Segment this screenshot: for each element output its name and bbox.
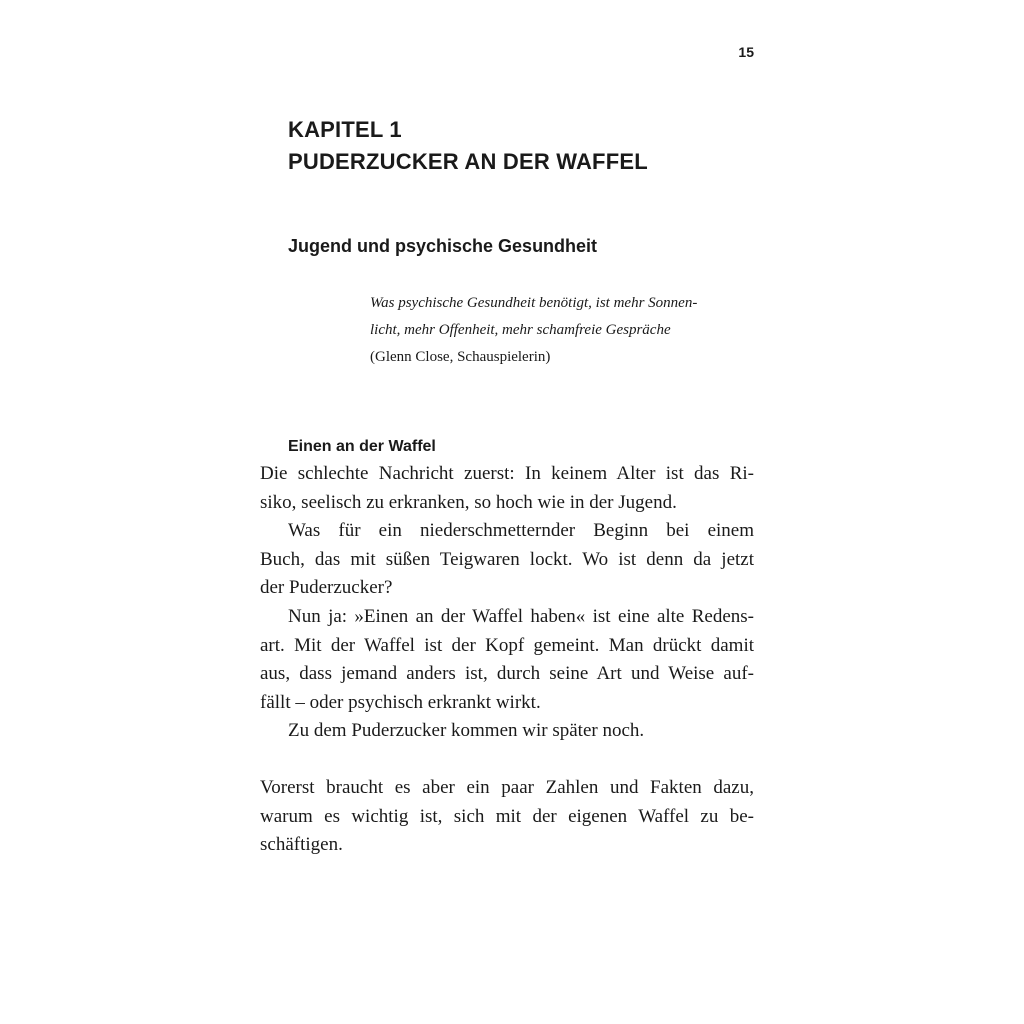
body-line: siko, seelisch zu erkranken, so hoch wie in der Jugend. <box>260 491 677 513</box>
body-line: fällt – oder psychisch erkrankt wirkt. <box>260 691 541 713</box>
body-line: aus, dass jemand anders ist, durch seine Art und Weise auf- <box>260 663 754 685</box>
body-line: Buch, das mit süßen Teigwaren lockt. Wo ist denn da jetzt <box>260 548 754 570</box>
body-paragraph <box>260 774 754 860</box>
section-title: Jugend und psychische Gesundheit <box>288 236 598 256</box>
epigraph <box>370 290 754 371</box>
body-line: warum es wichtig ist, sich mit der eigenen Waffel zu be- <box>260 805 754 827</box>
epigraph-quote-line: Was psychische Gesundheit benötigt, ist mehr Sonnen- <box>370 295 698 311</box>
body-paragraphs <box>260 460 754 746</box>
page-number: 15 <box>738 44 754 60</box>
body-line: art. Mit der Waffel ist der Kopf gemeint. Man drückt damit <box>260 634 754 656</box>
chapter-heading <box>288 114 648 178</box>
chapter-title: PUDERZUCKER AN DER WAFFEL <box>288 149 648 174</box>
body-line: schäftigen. <box>260 834 343 856</box>
epigraph-source: (Glenn Close, Schauspielerin) <box>370 349 551 365</box>
subheading: Einen an der Waffel <box>288 438 436 455</box>
body-line: Nun ja: »Einen an der Waffel haben« ist eine alte Redens- <box>288 605 754 627</box>
body-line: Vorerst braucht es aber ein paar Zahlen und Fakten dazu, <box>260 777 754 798</box>
body-line: der Puderzucker? <box>260 577 393 599</box>
body-line: Zu dem Puderzucker kommen wir später noch. <box>288 720 645 742</box>
body-line: Was für ein niederschmetternder Beginn bei einem <box>288 520 754 542</box>
epigraph-quote-line: licht, mehr Offenheit, mehr schamfreie Gespräche <box>370 322 671 338</box>
chapter-number: KAPITEL 1 <box>288 117 402 142</box>
body-line: Die schlechte Nachricht zuerst: In keinem Alter ist das Ri- <box>260 463 754 484</box>
